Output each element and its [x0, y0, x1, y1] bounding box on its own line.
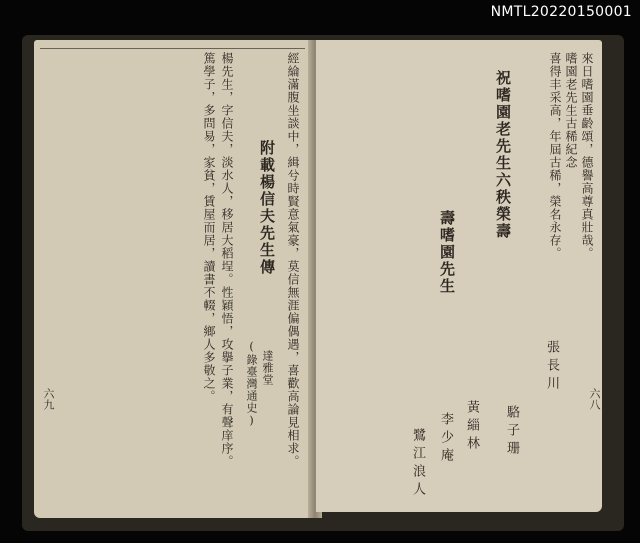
text-column: 篤學子，多問易，家貧，賃屋而居，讀書不輟，鄉人多敬之。: [202, 52, 216, 403]
article-author: 達雅堂: [261, 350, 274, 386]
top-rule: [40, 48, 305, 49]
text-column: 喜得丰采高，年屆古稀，榮名永存。: [548, 52, 562, 260]
author-signature: 黃緇林: [464, 400, 479, 454]
left-page: [34, 40, 314, 518]
page-number: 六八: [588, 388, 601, 410]
author-signature: 駱子珊: [504, 405, 519, 459]
right-page: [316, 40, 602, 512]
text-column: 經綸滿腹坐談中，緝兮時賢意氣豪，莫信無涯偏偶遇，喜歡高論見相求。: [286, 52, 300, 468]
archive-id-watermark: NMTL20220150001: [490, 4, 632, 20]
author-signature: 張長川: [544, 340, 559, 394]
author-signature: 鷺江浪人: [410, 428, 425, 500]
poem-title: 嗜園老先生古稀紀念: [564, 52, 578, 169]
text-column: 楊先生，字信夫，淡水人，移居大稻埕。性穎悟，攻擧子業，有聲庠序。: [220, 52, 234, 468]
author-signature: 李少庵: [438, 412, 453, 466]
poem-heading: 壽嗜園先生: [438, 210, 456, 295]
poem-heading: 祝嗜園老先生六秩榮壽: [494, 70, 512, 240]
page-number: 六九: [42, 388, 55, 410]
text-column: 來日嗜園垂齡頌，德譽高尊真壯哉。: [580, 52, 594, 260]
article-source: (錄臺灣通史): [245, 340, 258, 428]
article-headline: 附載楊信夫先生傳: [258, 140, 276, 276]
